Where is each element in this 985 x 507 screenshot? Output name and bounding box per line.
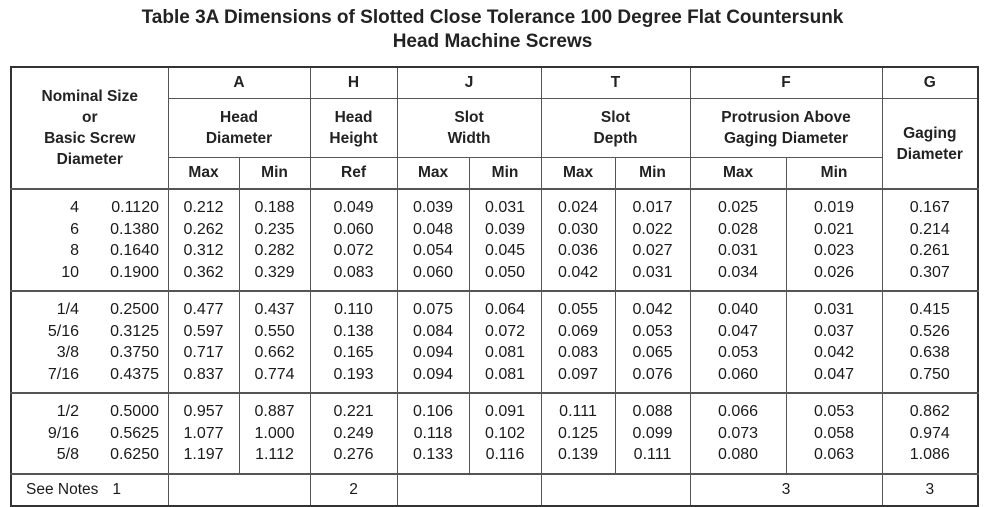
cell-g: 0.638 [882,342,978,364]
nominal-size: 3/8 [56,344,79,361]
slot-width-line-2: Width [447,130,491,147]
nominal-header-line-3: Basic Screw [44,130,136,147]
cell-a-min: 1.000 [239,423,310,445]
nominal-size-header [11,67,168,189]
table-row [11,262,978,292]
cell-f-min: 0.023 [786,240,882,262]
basic-screw-diameter: 0.6250 [110,446,159,463]
cell-t-max: 0.055 [541,291,615,321]
cell-f-min: 0.042 [786,342,882,364]
cell-h-ref: 0.060 [310,219,397,241]
gaging-line-1: Gaging [903,124,957,142]
cell-f-min: 0.047 [786,364,882,394]
notes-label-cell [11,474,168,506]
dimensions-table [10,66,979,507]
cell-f-min: 0.031 [786,291,882,321]
cell-t-max: 0.083 [541,342,615,364]
table-row [11,189,978,219]
nominal-size: 1/4 [56,301,79,318]
cell-a-min: 0.662 [239,342,310,364]
cell-h-ref: 0.072 [310,240,397,262]
cell-h-ref: 0.083 [310,262,397,292]
nominal-size-cell [11,364,168,394]
nominal-size: 8 [70,242,79,259]
note-ref-nominal: 1 [112,480,122,498]
cell-g: 0.415 [882,291,978,321]
nominal-size-cell [11,262,168,292]
cell-a-max: 0.597 [168,321,239,343]
sub-header-f-max: Max [690,158,786,190]
slot-depth-line-2: Depth [593,130,638,147]
cell-t-max: 0.125 [541,423,615,445]
basic-screw-diameter: 0.1380 [110,220,159,238]
cell-a-max: 0.957 [168,393,239,423]
cell-j-max: 0.054 [397,240,469,262]
nominal-size-cell [11,219,168,241]
cell-g: 0.750 [882,364,978,394]
cell-j-min: 0.050 [469,262,541,292]
nominal-size-cell [11,444,168,474]
sub-header-t-min: Min [615,158,690,190]
table-title-line-2: Head Machine Screws [392,31,593,52]
nominal-size: 6 [70,220,79,238]
table-row [11,291,978,321]
basic-screw-diameter: 0.4375 [110,365,159,383]
table-row [11,364,978,394]
cell-g: 0.526 [882,321,978,343]
cell-a-min: 0.235 [239,219,310,241]
cell-a-min: 0.887 [239,393,310,423]
cell-j-min: 0.091 [469,393,541,423]
cell-t-min: 0.053 [615,321,690,343]
cell-h-ref: 0.110 [310,291,397,321]
cell-j-max: 0.133 [397,444,469,474]
col-letter-g: G [882,67,978,99]
cell-f-max: 0.040 [690,291,786,321]
cell-g: 0.167 [882,189,978,219]
cell-g: 1.086 [882,444,978,474]
col-letter-a: A [168,67,310,99]
cell-j-max: 0.106 [397,393,469,423]
nominal-size: 9/16 [47,424,79,442]
cell-j-max: 0.084 [397,321,469,343]
cell-t-min: 0.017 [615,189,690,219]
cell-a-min: 0.188 [239,189,310,219]
cell-t-min: 0.022 [615,219,690,241]
slot-depth-line-1: Slot [600,109,631,126]
cell-a-min: 0.282 [239,240,310,262]
table-row [11,240,978,262]
nominal-size: 1/2 [56,403,79,420]
cell-t-max: 0.036 [541,240,615,262]
nominal-size: 5/8 [56,446,79,463]
cell-f-max: 0.047 [690,321,786,343]
basic-screw-diameter: 0.3125 [110,322,159,340]
cell-j-min: 0.102 [469,423,541,445]
cell-g: 0.307 [882,262,978,292]
cell-j-max: 0.048 [397,219,469,241]
sub-header-a-max: Max [168,158,239,190]
sub-header-a-min: Min [239,158,310,190]
cell-h-ref: 0.276 [310,444,397,474]
head-diameter-line-2: Diameter [205,130,273,147]
cell-j-min: 0.081 [469,364,541,394]
basic-screw-diameter: 0.1640 [110,242,159,259]
cell-t-min: 0.099 [615,423,690,445]
cell-h-ref: 0.249 [310,423,397,445]
note-ref-f: 3 [690,474,882,506]
cell-j-max: 0.075 [397,291,469,321]
cell-f-max: 0.034 [690,262,786,292]
cell-a-max: 1.077 [168,423,239,445]
cell-j-max: 0.118 [397,423,469,445]
col-letter-f: F [690,67,882,99]
cell-t-max: 0.030 [541,219,615,241]
cell-t-min: 0.042 [615,291,690,321]
cell-f-min: 0.037 [786,321,882,343]
gaging-diameter-header [882,99,978,190]
cell-t-min: 0.076 [615,364,690,394]
table-body [11,189,978,474]
notes-a-cell [168,474,310,506]
cell-f-max: 0.031 [690,240,786,262]
col-letter-j: J [397,67,541,99]
note-ref-g: 3 [882,474,978,506]
notes-j-cell [397,474,541,506]
nominal-header-line-1: Nominal Size [41,88,138,105]
note-ref-h: 2 [310,474,397,506]
basic-screw-diameter: 0.5000 [110,403,159,420]
cell-f-max: 0.073 [690,423,786,445]
table-row [11,393,978,423]
slot-depth-header [541,99,690,158]
notes-t-cell [541,474,690,506]
cell-a-max: 0.717 [168,342,239,364]
cell-h-ref: 0.221 [310,393,397,423]
basic-screw-diameter: 0.3750 [110,344,159,361]
notes-row [11,474,978,506]
cell-t-max: 0.069 [541,321,615,343]
cell-g: 0.862 [882,393,978,423]
cell-j-max: 0.094 [397,342,469,364]
cell-g: 0.974 [882,423,978,445]
nominal-header-line-2: or [82,109,98,126]
table-row [11,219,978,241]
cell-a-max: 0.362 [168,262,239,292]
cell-j-min: 0.116 [469,444,541,474]
cell-f-max: 0.080 [690,444,786,474]
cell-t-min: 0.027 [615,240,690,262]
nominal-size: 4 [70,199,79,216]
head-diameter-line-1: Head [220,109,258,126]
table-title-line-1: Table 3A Dimensions of Slotted Close Tolerance 100 Degree Flat Countersunk [141,7,844,28]
basic-screw-diameter: 0.1120 [111,199,159,216]
cell-a-max: 0.837 [168,364,239,394]
nominal-size-cell [11,342,168,364]
table-row [11,423,978,445]
cell-j-max: 0.094 [397,364,469,394]
col-letter-t: T [541,67,690,99]
see-notes-label: See Notes [26,480,99,498]
sub-header-f-min: Min [786,158,882,190]
cell-t-min: 0.031 [615,262,690,292]
cell-f-min: 0.053 [786,393,882,423]
cell-f-max: 0.025 [690,189,786,219]
nominal-size-cell [11,321,168,343]
basic-screw-diameter: 0.2500 [110,301,159,318]
cell-h-ref: 0.193 [310,364,397,394]
cell-t-max: 0.097 [541,364,615,394]
cell-a-max: 0.212 [168,189,239,219]
nominal-size-cell [11,189,168,219]
cell-j-min: 0.045 [469,240,541,262]
head-height-line-1: Head [334,109,373,126]
nominal-size-cell [11,240,168,262]
cell-f-min: 0.026 [786,262,882,292]
protrusion-header [690,99,882,158]
cell-t-min: 0.065 [615,342,690,364]
cell-j-min: 0.064 [469,291,541,321]
slot-width-line-1: Slot [454,109,484,126]
cell-a-max: 0.477 [168,291,239,321]
cell-j-max: 0.060 [397,262,469,292]
cell-f-min: 0.021 [786,219,882,241]
cell-f-max: 0.028 [690,219,786,241]
nominal-size: 10 [61,263,79,281]
nominal-size: 5/16 [47,322,79,340]
nominal-size-cell [11,423,168,445]
nominal-size: 7/16 [47,365,79,383]
cell-j-max: 0.039 [397,189,469,219]
table-row [11,342,978,364]
cell-g: 0.214 [882,219,978,241]
cell-h-ref: 0.049 [310,189,397,219]
cell-t-min: 0.088 [615,393,690,423]
gaging-line-2: Diameter [896,145,963,163]
cell-a-min: 0.774 [239,364,310,394]
cell-a-min: 1.112 [239,444,310,474]
cell-t-max: 0.024 [541,189,615,219]
cell-f-min: 0.063 [786,444,882,474]
cell-a-max: 0.312 [168,240,239,262]
sub-header-t-max: Max [541,158,615,190]
cell-h-ref: 0.138 [310,321,397,343]
protrusion-line-1: Protrusion Above [721,109,851,126]
cell-a-min: 0.437 [239,291,310,321]
cell-g: 0.261 [882,240,978,262]
cell-f-max: 0.053 [690,342,786,364]
cell-j-min: 0.039 [469,219,541,241]
basic-screw-diameter: 0.5625 [110,424,159,442]
cell-j-min: 0.081 [469,342,541,364]
cell-f-min: 0.058 [786,423,882,445]
table-row [11,444,978,474]
cell-a-max: 1.197 [168,444,239,474]
basic-screw-diameter: 0.1900 [110,263,159,281]
cell-f-max: 0.060 [690,364,786,394]
cell-a-min: 0.329 [239,262,310,292]
col-letter-h: H [310,67,397,99]
slot-width-header [397,99,541,158]
head-height-header [310,99,397,158]
cell-f-max: 0.066 [690,393,786,423]
cell-j-min: 0.031 [469,189,541,219]
head-height-line-2: Height [329,130,378,147]
cell-a-min: 0.550 [239,321,310,343]
protrusion-line-2: Gaging Diameter [724,130,849,147]
sub-header-j-min: Min [469,158,541,190]
nominal-header-line-4: Diameter [56,151,123,168]
cell-f-min: 0.019 [786,189,882,219]
cell-t-max: 0.139 [541,444,615,474]
sub-header-j-max: Max [397,158,469,190]
cell-t-min: 0.111 [615,444,690,474]
nominal-size-cell [11,291,168,321]
table-row [11,321,978,343]
cell-t-max: 0.111 [541,393,615,423]
cell-t-max: 0.042 [541,262,615,292]
head-diameter-header [168,99,310,158]
cell-a-max: 0.262 [168,219,239,241]
nominal-size-cell [11,393,168,423]
cell-j-min: 0.072 [469,321,541,343]
sub-header-h-ref: Ref [310,158,397,190]
cell-h-ref: 0.165 [310,342,397,364]
